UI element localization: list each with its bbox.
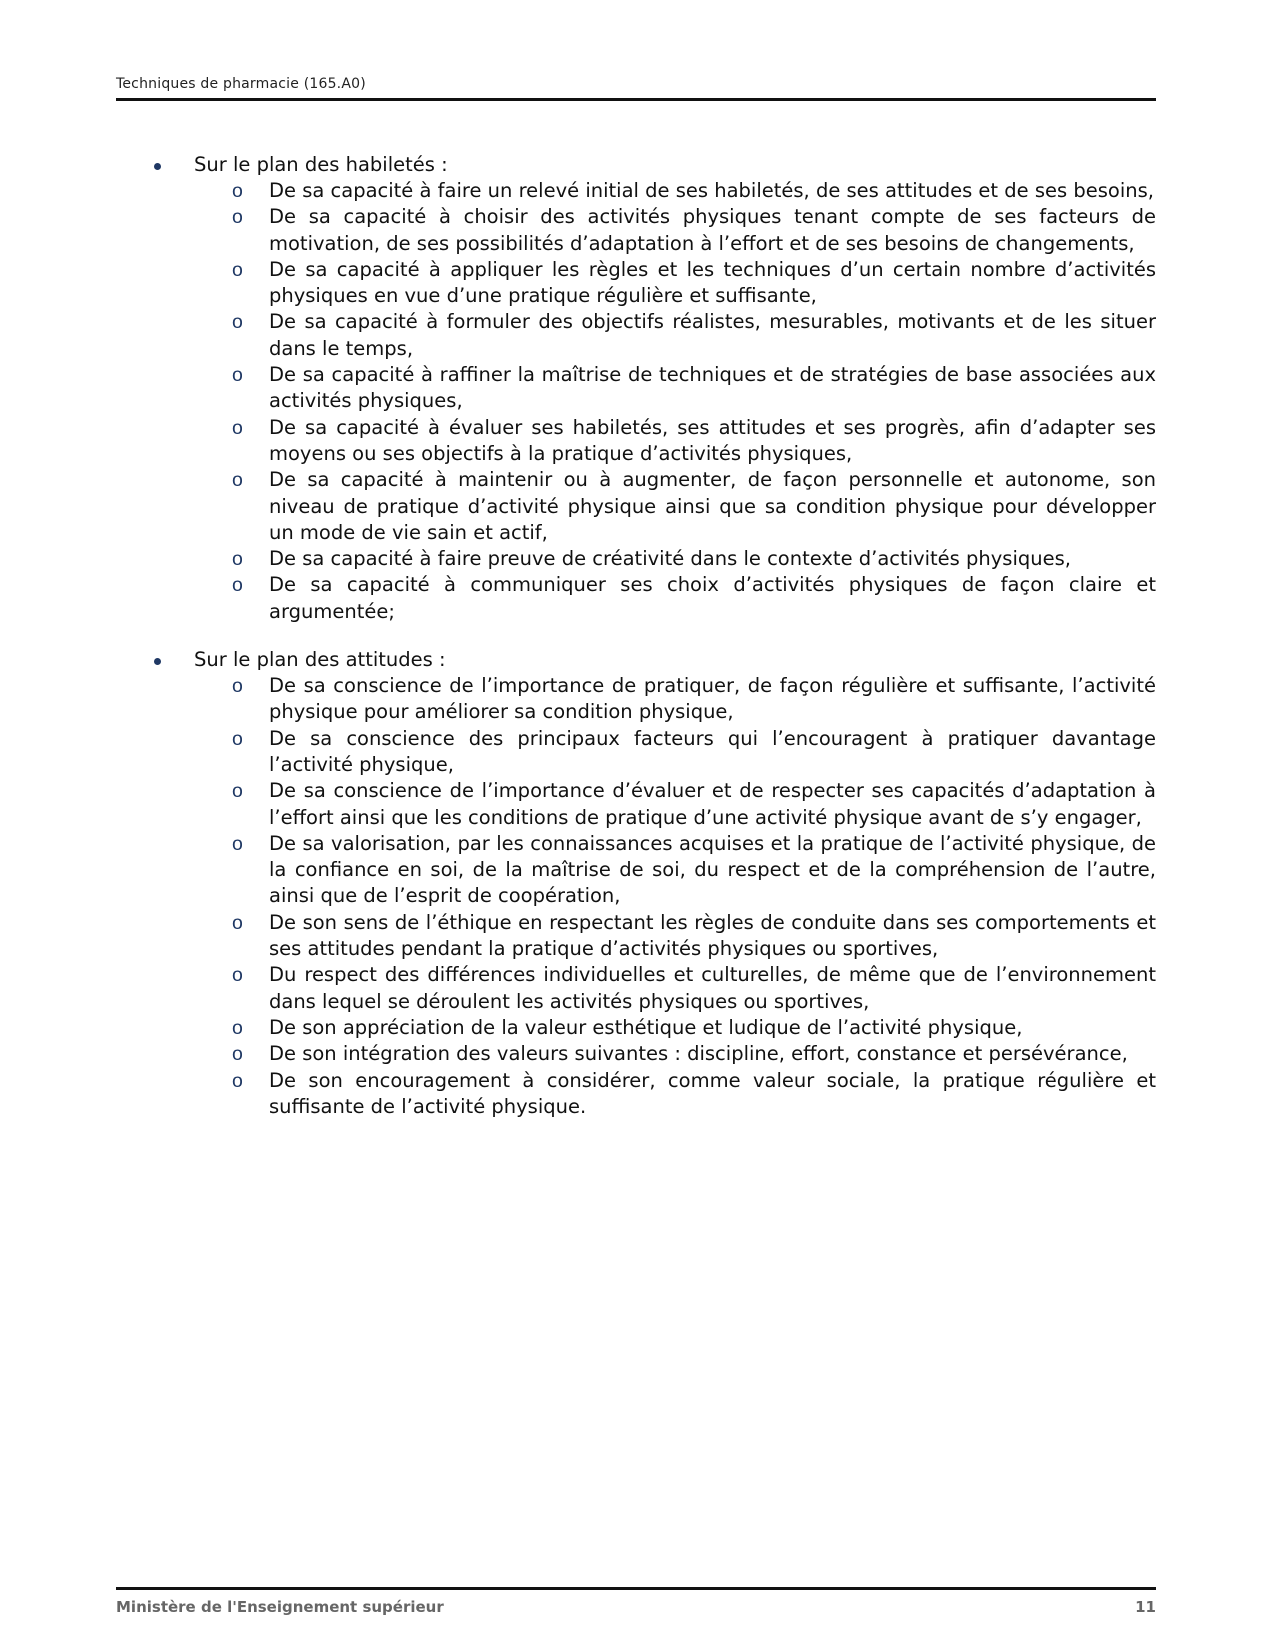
list-item-text: De sa conscience de l’importance d’évaluer et de respecter ses capacités d’adaptation à l’effort ainsi que les conditions de pratique d’une activité physique avant de s’y engager,	[269, 779, 1156, 829]
list-item-text: De sa capacité à communiquer ses choix d’activités physiques de façon claire et argumentée;	[269, 573, 1156, 623]
section-heading-text: Sur le plan des attitudes :	[194, 648, 446, 672]
list-item	[116, 415, 1156, 468]
list-item	[116, 257, 1156, 310]
section-heading-text: Sur le plan des habiletés :	[194, 153, 448, 176]
list-item	[116, 546, 1156, 572]
page-content	[116, 152, 1156, 1142]
list-item	[116, 1015, 1156, 1041]
list-item-text: De son intégration des valeurs suivantes : discipline, effort, constance et persévérance,	[269, 1042, 1128, 1066]
list-item-text: De son appréciation de la valeur esthétique et ludique de l’activité physique,	[269, 1015, 1023, 1039]
list-item	[116, 962, 1156, 1015]
list-item-text: Du respect des différences individuelles et culturelles, de même que de l’environnement dans lequel se déroulent les activités physiques ou sportives,	[269, 963, 1156, 1013]
list-item-text: De sa capacité à choisir des activités physiques tenant compte de ses facteurs de motivation, de ses possibilités d’adaptation à l’effort et de ses besoins de changements,	[269, 205, 1156, 255]
page-number: 11	[1135, 1598, 1156, 1616]
list-item	[116, 831, 1156, 910]
circle-bullet-icon: o	[232, 180, 243, 202]
list-item	[116, 467, 1156, 546]
list-item-text: De sa capacité à maintenir ou à augmenter, de façon personnelle et autonome, son niveau de pratique d’activité physique ainsi que sa condition physique pour développer un mode de vie sain et actif,	[269, 468, 1156, 544]
circle-bullet-icon: o	[232, 311, 243, 334]
circle-bullet-icon: o	[232, 1069, 243, 1092]
list-item-text: De sa capacité à appliquer les règles et les techniques d’un certain nombre d’activités physiques en vue d’une pratique régulière et suffisante,	[269, 257, 1156, 308]
list-item	[116, 1068, 1156, 1121]
list-item	[116, 572, 1156, 625]
sub-list	[116, 673, 1156, 1120]
list-item	[116, 726, 1156, 779]
section-habiletes	[116, 152, 1156, 625]
list-item	[116, 1041, 1156, 1067]
section-heading	[116, 152, 1156, 178]
circle-bullet-icon: o	[232, 364, 243, 387]
circle-bullet-icon: o	[232, 832, 243, 855]
circle-bullet-icon: o	[232, 1043, 243, 1066]
list-item-text: De sa valorisation, par les connaissances acquises et la pratique de l’activité physique, de la confiance en soi, de la maîtrise de soi, du respect et de la compréhension de l’autre, ainsi que de l’esprit de coopération,	[269, 831, 1156, 908]
list-item	[116, 204, 1156, 257]
section-heading	[116, 647, 1156, 673]
circle-bullet-icon: o	[232, 675, 243, 698]
list-item-text: De sa capacité à formuler des objectifs réalistes, mesurables, motivants et de les situer dans le temps,	[269, 310, 1156, 360]
circle-bullet-icon: o	[232, 574, 243, 597]
list-item	[116, 362, 1156, 415]
list-item-text: De sa conscience de l’importance de pratiquer, de façon régulière et suffisante, l’activité physique pour améliorer sa condition physique,	[269, 674, 1156, 724]
list-item-text: De sa capacité à faire un relevé initial de ses habiletés, de ses attitudes et de ses besoins,	[269, 179, 1154, 202]
bullet-icon	[154, 163, 161, 170]
page-footer	[116, 1587, 1156, 1624]
circle-bullet-icon: o	[232, 548, 243, 571]
circle-bullet-icon: o	[232, 1016, 243, 1039]
circle-bullet-icon: o	[232, 911, 243, 934]
circle-bullet-icon: o	[232, 469, 243, 492]
list-item	[116, 673, 1156, 726]
circle-bullet-icon: o	[232, 416, 243, 439]
list-item	[116, 178, 1156, 204]
circle-bullet-icon: o	[232, 258, 243, 281]
list-item-text: De sa capacité à évaluer ses habiletés, ses attitudes et ses progrès, afin d’adapter ses moyens ou ses objectifs à la pratique d’activités physiques,	[269, 415, 1156, 465]
document-title: Techniques de pharmacie (165.A0)	[116, 76, 366, 92]
footer-ministry: Ministère de l'Enseignement supérieur	[116, 1598, 444, 1616]
list-item	[116, 910, 1156, 963]
page-header	[116, 72, 1156, 101]
list-item	[116, 778, 1156, 831]
list-item-text: De son encouragement à considérer, comme valeur sociale, la pratique régulière et suffisante de l’activité physique.	[269, 1068, 1156, 1118]
list-item-text: De son sens de l’éthique en respectant les règles de conduite dans ses comportements et ses attitudes pendant la pratique d’activités physiques ou sportives,	[269, 910, 1156, 961]
circle-bullet-icon: o	[232, 780, 243, 803]
list-item-text: De sa conscience des principaux facteurs qui l’encouragent à pratiquer davantage l’activité physique,	[269, 726, 1156, 776]
list-item-text: De sa capacité à raffiner la maîtrise de techniques et de stratégies de base associées aux activités physiques,	[269, 363, 1156, 413]
section-attitudes	[116, 647, 1156, 1120]
bullet-icon	[154, 658, 161, 665]
sub-list	[116, 178, 1156, 625]
circle-bullet-icon: o	[232, 964, 243, 987]
list-item-text: De sa capacité à faire preuve de créativité dans le contexte d’activités physiques,	[269, 547, 1071, 571]
circle-bullet-icon: o	[232, 727, 243, 750]
circle-bullet-icon: o	[232, 206, 243, 229]
list-item	[116, 309, 1156, 362]
